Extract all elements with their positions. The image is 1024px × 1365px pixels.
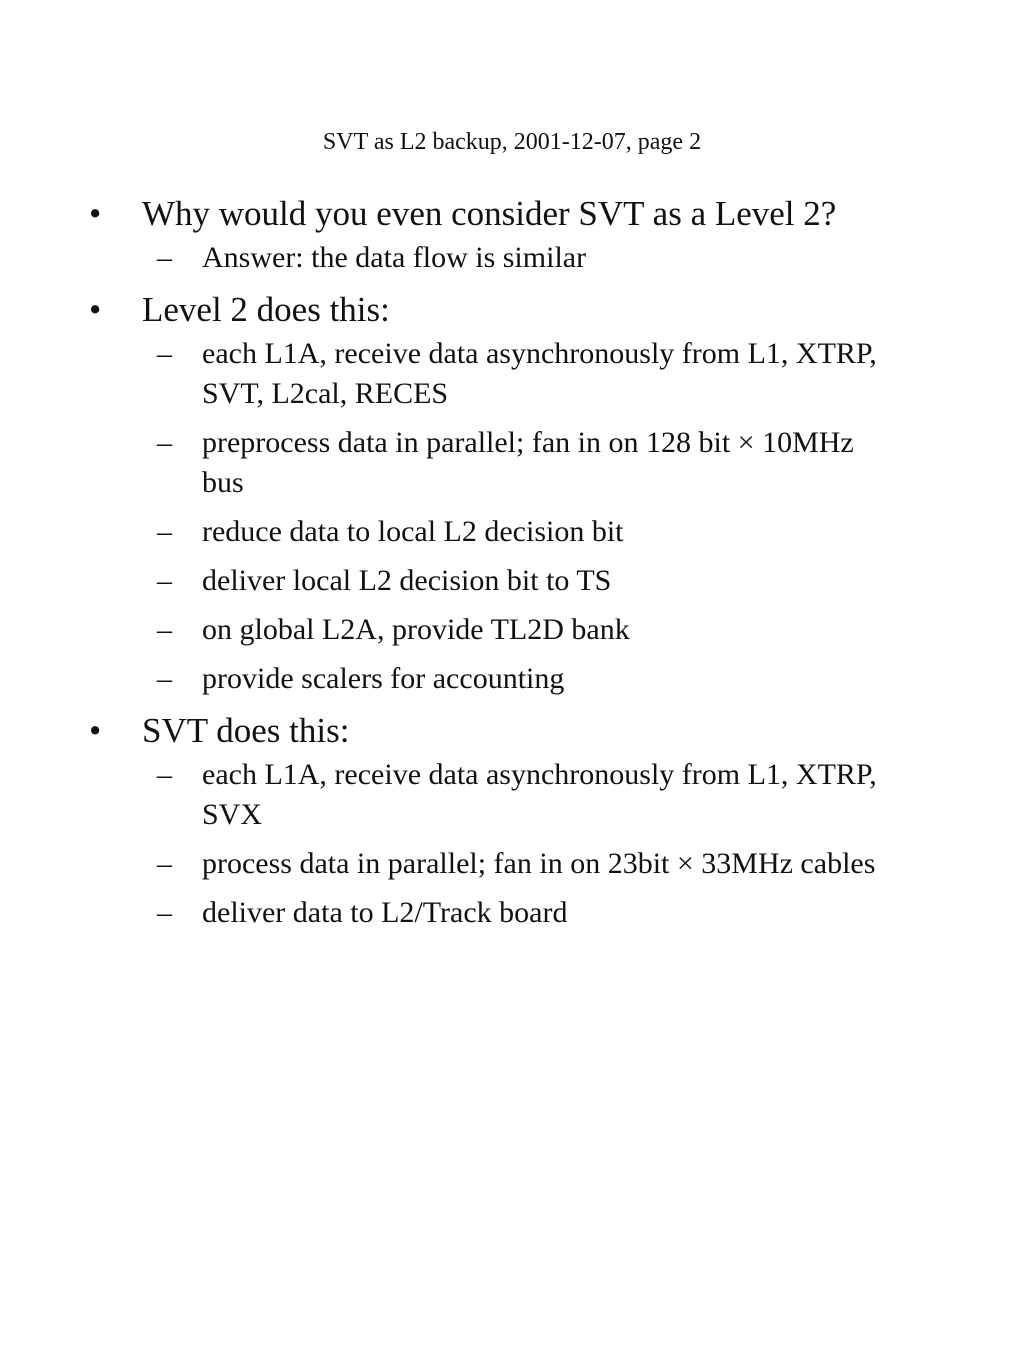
page-header: SVT as L2 backup, 2001-12-07, page 2 <box>322 129 702 155</box>
sub-list <box>0 238 1024 278</box>
dash-marker: – <box>157 613 172 646</box>
bullet-text: Level 2 does this: <box>142 290 390 329</box>
sub-item <box>0 238 1024 278</box>
sub-item <box>0 610 1024 650</box>
sub-item <box>0 423 1024 503</box>
dash-marker: – <box>157 662 172 695</box>
sub-list <box>0 755 1024 933</box>
bullet-item <box>0 192 1024 278</box>
sub-item-text: provide scalers for accounting <box>202 662 565 695</box>
sub-item <box>0 844 1024 884</box>
dash-marker: – <box>157 564 172 597</box>
dash-marker: – <box>157 241 172 274</box>
dash-marker: – <box>157 896 172 929</box>
dash-marker: – <box>157 515 172 548</box>
sub-item <box>0 755 1024 835</box>
dash-marker: – <box>157 426 172 459</box>
sub-item <box>0 659 1024 699</box>
sub-item <box>0 512 1024 552</box>
sub-item-text: Answer: the data flow is similar <box>202 241 587 274</box>
sub-item <box>0 561 1024 601</box>
sub-item-text: process data in parallel; fan in on 23bit × 33MHz cables <box>202 847 876 880</box>
sub-item-text: on global L2A, provide TL2D bank <box>202 613 630 646</box>
dash-marker: – <box>157 337 172 370</box>
sub-list <box>0 334 1024 699</box>
sub-item-text: preprocess data in parallel; fan in on 128 bit × 10MHz bus <box>202 426 854 499</box>
sub-item <box>0 893 1024 933</box>
dash-marker: – <box>157 758 172 791</box>
sub-item-text: reduce data to local L2 decision bit <box>202 515 624 548</box>
sub-item-text: each L1A, receive data asynchronously from L1, XTRP, SVT, L2cal, RECES <box>202 337 877 410</box>
bullet-marker: • <box>89 290 102 329</box>
sub-item <box>0 334 1024 414</box>
bullet-text: SVT does this: <box>142 711 350 750</box>
bullet-item <box>0 288 1024 699</box>
bullet-marker: • <box>89 711 102 750</box>
bullet-marker: • <box>89 194 102 233</box>
dash-marker: – <box>157 847 172 880</box>
bullet-text: Why would you even consider SVT as a Level 2? <box>142 194 837 233</box>
sub-item-text: deliver data to L2/Track board <box>202 896 568 929</box>
bullet-item <box>0 709 1024 933</box>
sub-item-text: each L1A, receive data asynchronously from L1, XTRP, SVX <box>202 758 877 831</box>
bullet-list <box>0 192 1024 933</box>
sub-item-text: deliver local L2 decision bit to TS <box>202 564 612 597</box>
